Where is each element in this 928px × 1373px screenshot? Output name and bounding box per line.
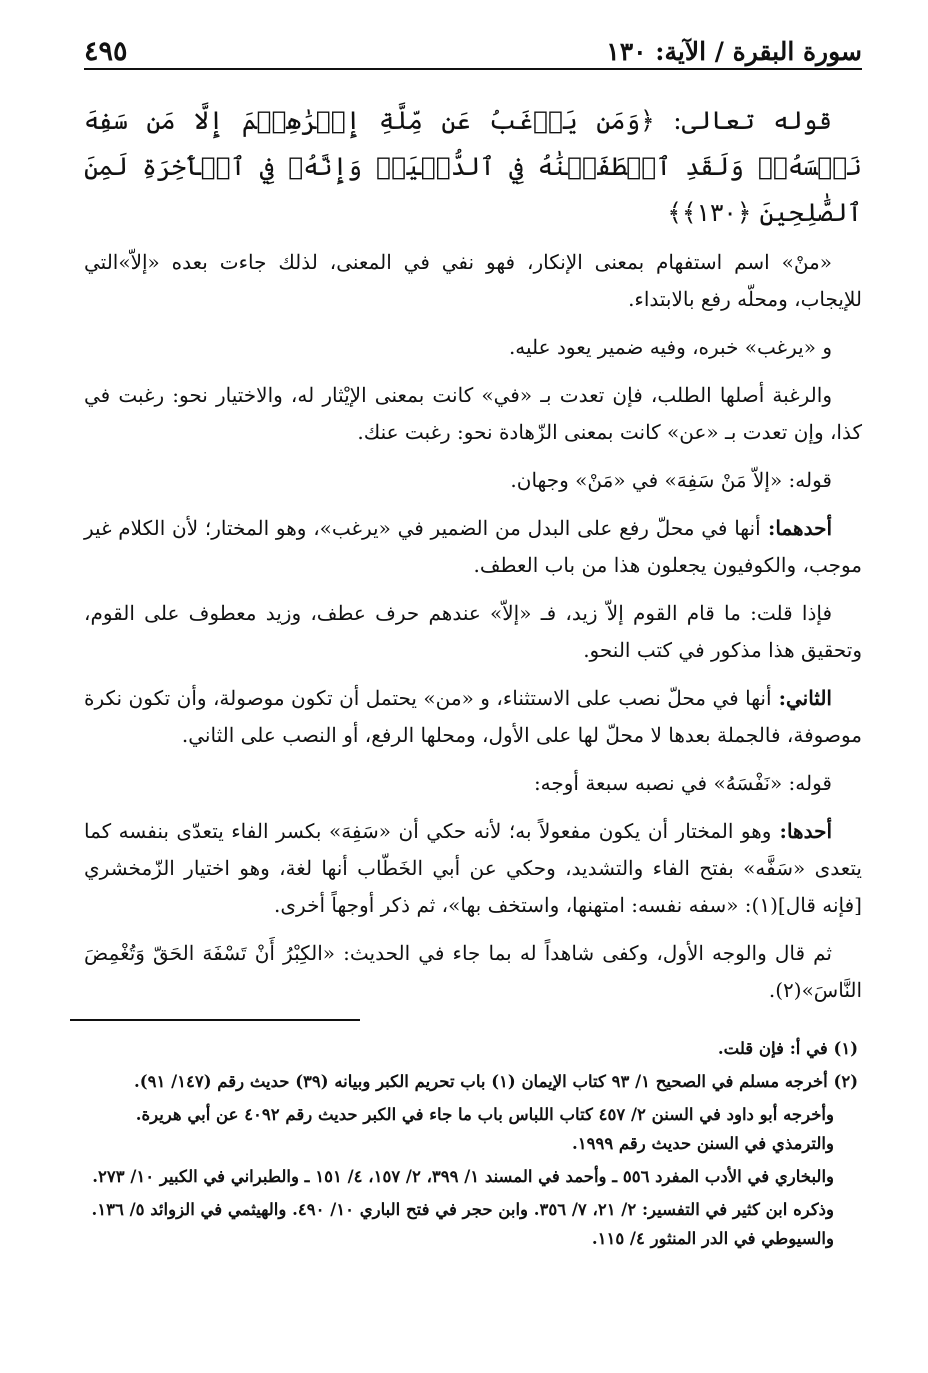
quran-verse: ﴿وَمَن يَرۡغَبُ عَن مِّلَّةِ إِبۡرَٰهِـۧمَ إِلَّا مَن سَفِهَ نَفۡسَهُۥۚ وَلَقَدِ ٱصۡطَفَيۡنَٰهُ فِي ٱلدُّنۡيَاۖ وَإِنَّهُۥ فِي ٱلۡأٓخِرَةِ لَمِنَ ٱلصَّٰلِحِينَ ﴿١٣٠﴾﴾ (84, 106, 862, 227)
paragraph (84, 680, 862, 754)
verse-paragraph (84, 98, 862, 236)
paragraph-text: و «يرغب» خبره، وفيه ضمير يعود عليه. (508, 335, 832, 359)
paragraph-text: «منْ» اسم استفهام بمعنى الإنكار، فهو نفي في المعنى، لذلك جاءت بعده «إلاّ»التي للإيجاب، ومحلّه رفع بالابتداء. (84, 250, 862, 311)
paragraph-text: قوله: «نَفْسَهُ» في نصبه سبعة أوجه: (533, 771, 832, 795)
paragraph (84, 329, 862, 366)
paragraph-text: أنها في محلّ نصب على الاستثناء، و «من» يحتمل أن تكون موصولة، وأن تكون نكرة موصوفة، فالجملة بعدها لا محلّ لها على الأول، ومحلها الرفع، أو النصب على الثاني. (84, 686, 862, 747)
paragraph (84, 935, 862, 1009)
paragraph-heading: أحدها: (771, 819, 833, 843)
paragraph (84, 244, 862, 318)
footnote-separator (70, 1019, 360, 1021)
page-number: ٤٩٥ (84, 36, 138, 67)
paragraph-text: وهو المختار أن يكون مفعولاً به؛ لأنه حكي أن «سَفِهَ» بكسر الفاء يتعدّى بنفسه كما يتعدى «سَفَّه» بفتح الفاء والتشديد، وحكي عن أبي الخَطّاب أنها لغة، وهو اختيار الزّمخشري [فإنه قال](١): «سفه نفسه: امتهنها، واستخف بها»، ثم ذكر أوجهاً أخرى. (84, 819, 862, 917)
paragraph (84, 765, 862, 802)
verse-lead: قوله تعالى: (654, 106, 832, 135)
running-header (84, 30, 862, 72)
paragraph (84, 377, 862, 451)
paragraph-text: قوله: «إلاّ مَنْ سَفِهَ» في «مَنْ» وجهان. (510, 468, 832, 492)
paragraph-text: ثم قال والوجه الأول، وكفى شاهداً له بما جاء في الحديث: «الكِبْرُ أَنْ تَسْفَهَ الحَقّ وَتُغْمِضَ النَّاسَ»(٢). (84, 941, 862, 1002)
footnotes (70, 1034, 858, 1257)
main-text (84, 98, 862, 1020)
commentary-paragraphs (84, 244, 862, 1009)
paragraph-heading: أحدهما: (760, 516, 833, 540)
paragraph (84, 462, 862, 499)
paragraph-text: فإذا قلت: ما قام القوم إلاّ زيد، فـ «إلاّ» عندهم حرف عطف، وزيد معطوف على القوم، وتحقيق هذا مذكور في كتب النحو. (84, 601, 862, 662)
footnote: (١) في أ: فإن قلت. (717, 1039, 858, 1058)
footnote: والبخاري في الأدب المفرد ٥٥٦ ـ وأحمد في المسند ١/ ٣٩٩، ٢/ ١٥٧، ٤/ ١٥١ ـ والطبراني في الكبير ١٠/ ٢٧٣. (92, 1167, 834, 1186)
footnote: وذكره ابن كثير في التفسير: ٢/ ٢١، ٧/ ٣٥٦. وابن حجر في فتح الباري ١٠/ ٤٩٠. والهيثمي في الزوائد ٥/ ١٣٦. والسيوطي في الدر المنثور ٤/ ١١٥. (91, 1200, 834, 1248)
paragraph (84, 595, 862, 669)
paragraph (84, 813, 862, 924)
footnote: (٢) أخرجه مسلم في الصحيح ١/ ٩٣ كتاب الإيمان (١) باب تحريم الكبر وبيانه (٣٩) حديث رقم (١٤٧/ ٩١). (134, 1072, 858, 1091)
footnote: وأخرجه أبو داود في السنن ٢/ ٤٥٧ كتاب اللباس باب ما جاء في الكبر حديث رقم ٤٠٩٢ عن أبي هريرة. والترمذي في السنن حديث رقم ١٩٩٩. (135, 1105, 834, 1153)
paragraph-text: والرغبة أصلها الطلب، فإن تعدت بـ «في» كانت بمعنى الإيْثار له، والاختيار نحو: رغبت في كذا، وإن تعدت بـ «عن» كانت بمعنى الزّهادة نحو: رغبت عنك. (84, 383, 862, 444)
paragraph-heading: الثاني: (771, 686, 832, 710)
paragraph (84, 510, 862, 584)
header-title: سورة البقرة / الآية: ١٣٠ (594, 37, 862, 66)
paragraph-text: أنها في محلّ رفع على البدل من الضمير في «يرغب»، وهو المختار؛ لأن الكلام غير موجب، والكوفيون يجعلون هذا من باب العطف. (84, 516, 862, 577)
